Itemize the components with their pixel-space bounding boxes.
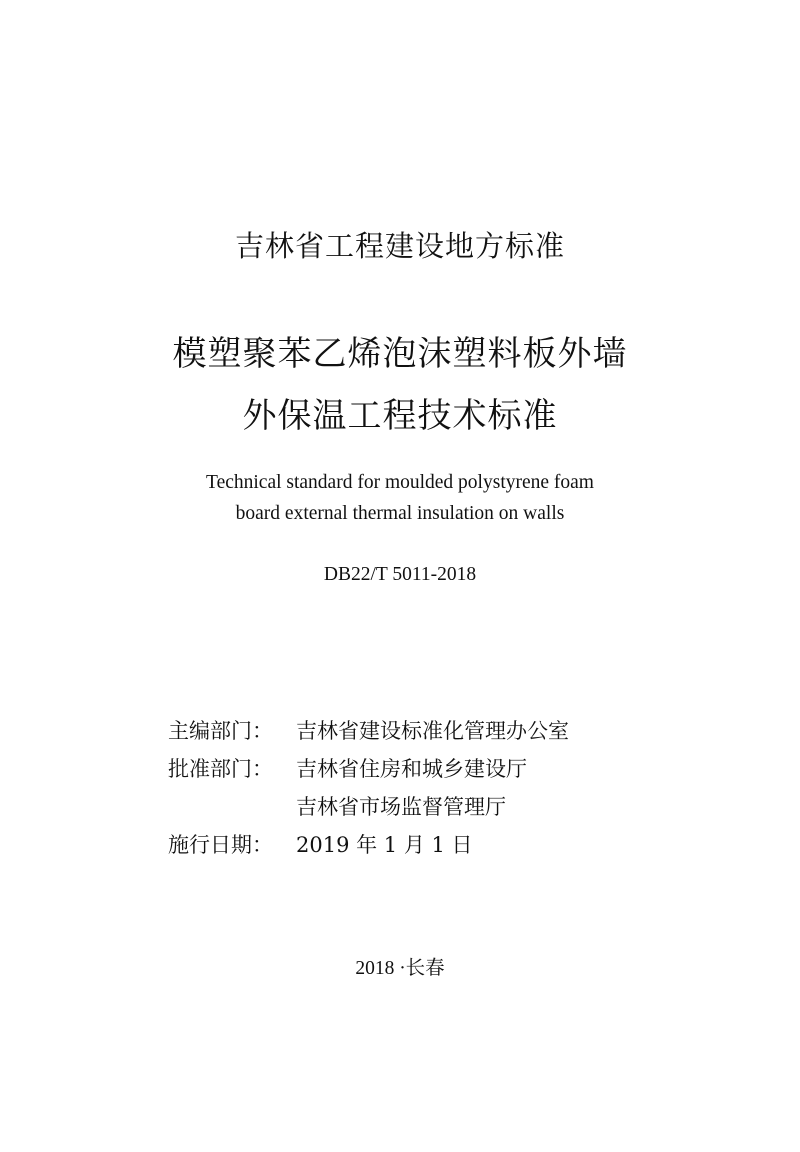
document-title-line-2: 外保温工程技术标准 (242, 396, 558, 436)
document-title-line-1: 模塑聚苯乙烯泡沫塑料板外墙 (172, 334, 628, 374)
english-title-line-1: Technical standard for moulded polystyrene foam (206, 472, 594, 493)
publication-footer: 2018 ·长春 (355, 958, 445, 979)
info-row-approval-continued (168, 788, 569, 826)
info-label: 施行日期： (168, 833, 273, 857)
standard-code: DB22/T 5011-2018 (323, 564, 477, 585)
info-row-chief-editor (168, 712, 569, 750)
info-block (168, 712, 569, 864)
info-label: 批准部门： (168, 757, 273, 781)
info-value: 2019 年 1 月 1 日 (296, 833, 473, 857)
series-title: 吉林省工程建设地方标准 (234, 229, 565, 263)
info-label: 主编部门： (168, 719, 273, 743)
english-title-line-2: board external thermal insulation on walls (235, 503, 565, 524)
info-row-approval (168, 750, 569, 788)
info-value: 吉林省建设标准化管理办公室 (296, 719, 569, 743)
info-row-effective-date (168, 826, 569, 864)
info-value: 吉林省住房和城乡建设厅 (296, 757, 527, 781)
info-value: 吉林省市场监督管理厅 (296, 795, 506, 819)
